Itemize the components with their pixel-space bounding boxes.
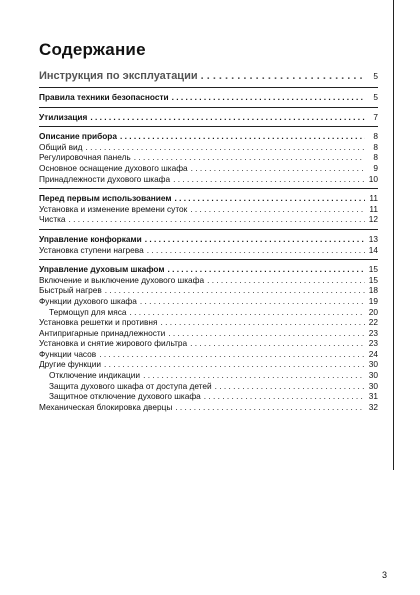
leader-dots [175, 402, 365, 413]
toc-entry-label: Механическая блокировка дверцы [39, 401, 173, 412]
section-divider [39, 188, 378, 189]
toc-entry-page: 31 [368, 391, 378, 402]
toc-entry-label: Инструкция по эксплуатации [39, 70, 198, 82]
toc-entry-label: Установка и изменение времени суток [39, 203, 188, 214]
toc-entry[interactable] [39, 349, 378, 360]
toc-entry-page: 9 [373, 162, 378, 173]
toc-entry-page: 14 [368, 244, 378, 255]
toc-entry-label: Отключение индикации [49, 370, 141, 381]
toc-entry[interactable] [39, 131, 378, 142]
toc-entry-label: Основное оснащение духового шкафа [39, 162, 188, 173]
toc-entry-page: 15 [368, 264, 378, 275]
toc-entry-page: 5 [373, 92, 378, 102]
section-divider [39, 229, 378, 230]
toc-entry[interactable] [39, 338, 378, 349]
toc-entry[interactable] [39, 69, 378, 83]
toc-entry-page: 8 [373, 152, 378, 163]
leader-dots [129, 307, 365, 318]
toc-entry-page: 30 [368, 380, 378, 391]
toc-entry-label: Другие функции [39, 359, 101, 370]
leader-dots [174, 193, 365, 204]
toc-entry-page: 23 [368, 327, 378, 338]
toc-entry[interactable] [39, 264, 378, 275]
toc-entry-label: Защитное отключение духового шкафа [49, 391, 201, 402]
toc-entry-label: Включение и выключение духового шкафа [39, 274, 205, 285]
section-divider [39, 107, 378, 108]
toc-entry-label: Управление духовым шкафом [39, 264, 165, 275]
section-divider [39, 87, 378, 88]
toc-entry[interactable] [39, 193, 378, 204]
toc-entry-label: Регулировочная панель [39, 152, 131, 163]
toc-entry-label: Управление конфорками [39, 233, 142, 244]
toc-entry-page: 22 [368, 317, 378, 328]
leader-dots [191, 163, 365, 174]
toc-entry-label: Защита духового шкафа от доступа детей [49, 380, 212, 391]
toc-entry-page: 19 [368, 295, 378, 306]
toc-entry-label: Установка решетки и противня [39, 317, 158, 328]
leader-dots [190, 204, 365, 215]
toc-entry-label: Установка и снятие жирового фильтра [39, 338, 188, 349]
toc-entry-page: 13 [368, 233, 378, 244]
table-of-contents [39, 69, 378, 412]
toc-entry[interactable] [39, 317, 378, 328]
toc-entry[interactable] [39, 296, 378, 307]
toc-entry[interactable] [39, 328, 378, 339]
leader-dots [145, 234, 365, 245]
leader-dots [207, 275, 365, 286]
toc-entry[interactable] [39, 307, 378, 318]
toc-entry-page: 8 [373, 141, 378, 152]
leader-dots [90, 112, 365, 123]
toc-entry[interactable] [39, 234, 378, 245]
toc-entry[interactable] [39, 214, 378, 225]
toc-entry[interactable] [39, 92, 378, 103]
toc-entry-label: Функции часов [39, 348, 97, 359]
leader-dots [86, 142, 366, 153]
toc-entry-page: 10 [368, 173, 378, 184]
leader-dots [99, 349, 365, 360]
toc-entry[interactable] [39, 152, 378, 163]
section-divider [39, 259, 378, 260]
toc-entry[interactable] [39, 275, 378, 286]
leader-dots [173, 174, 365, 185]
leader-dots [168, 328, 365, 339]
leader-dots [134, 152, 365, 163]
toc-entry[interactable] [39, 402, 378, 413]
toc-entry-label: Быстрый нагрев [39, 285, 102, 296]
toc-entry[interactable] [39, 381, 378, 392]
toc-entry-page: 12 [368, 214, 378, 225]
toc-entry-label: Функции духового шкафа [39, 295, 137, 306]
section-divider [39, 126, 378, 127]
leader-dots [161, 317, 365, 328]
leader-dots [105, 285, 365, 296]
toc-entry-label: Термощуп для мяса [49, 306, 127, 317]
page-title: Содержание [39, 40, 146, 59]
leader-dots [120, 131, 365, 142]
leader-dots [104, 359, 365, 370]
toc-entry[interactable] [39, 174, 378, 185]
toc-entry[interactable] [39, 359, 378, 370]
toc-entry-label: Антипригарные принадлежности [39, 327, 166, 338]
leader-dots [69, 214, 365, 225]
leader-dots [204, 391, 365, 402]
toc-entry-page: 11 [369, 203, 378, 214]
leader-dots [167, 264, 365, 275]
toc-entry[interactable] [39, 285, 378, 296]
toc-entry-label: Правила техники безопасности [39, 92, 169, 102]
leader-dots [143, 370, 365, 381]
toc-entry-label: Утилизация [39, 111, 88, 122]
toc-entry[interactable] [39, 391, 378, 402]
page-number: 3 [382, 570, 388, 580]
toc-entry-label: Чистка [39, 214, 66, 225]
toc-entry-label: Перед первым использованием [39, 193, 172, 204]
toc-entry-page: 30 [368, 359, 378, 370]
toc-entry[interactable] [39, 370, 378, 381]
toc-entry-page: 5 [373, 71, 378, 81]
leader-dots [147, 245, 365, 256]
leader-dots [201, 69, 365, 83]
toc-entry-page: 8 [373, 131, 378, 142]
toc-entry-page: 7 [373, 111, 378, 122]
toc-entry-page: 32 [368, 401, 378, 412]
toc-entry-page: 23 [368, 338, 378, 349]
toc-entry-page: 18 [368, 285, 378, 296]
toc-entry[interactable] [39, 163, 378, 174]
leader-dots [140, 296, 365, 307]
leader-dots [172, 92, 365, 103]
toc-entry-label: Описание прибора [39, 131, 117, 142]
leader-dots [215, 381, 365, 392]
toc-entry-page: 11 [369, 193, 378, 204]
toc-entry-page: 20 [368, 306, 378, 317]
toc-entry[interactable] [39, 204, 378, 215]
right-margin-rule [393, 0, 394, 470]
toc-entry[interactable] [39, 142, 378, 153]
leader-dots [190, 338, 365, 349]
toc-entry-page: 15 [368, 274, 378, 285]
toc-entry-label: Общий вид [39, 141, 83, 152]
toc-entry-page: 30 [368, 370, 378, 381]
toc-entry-label: Установка ступени нагрева [39, 244, 144, 255]
toc-entry-page: 24 [368, 348, 378, 359]
toc-entry[interactable] [39, 112, 378, 123]
toc-entry-label: Принадлежности духового шкафа [39, 173, 171, 184]
toc-entry[interactable] [39, 245, 378, 256]
